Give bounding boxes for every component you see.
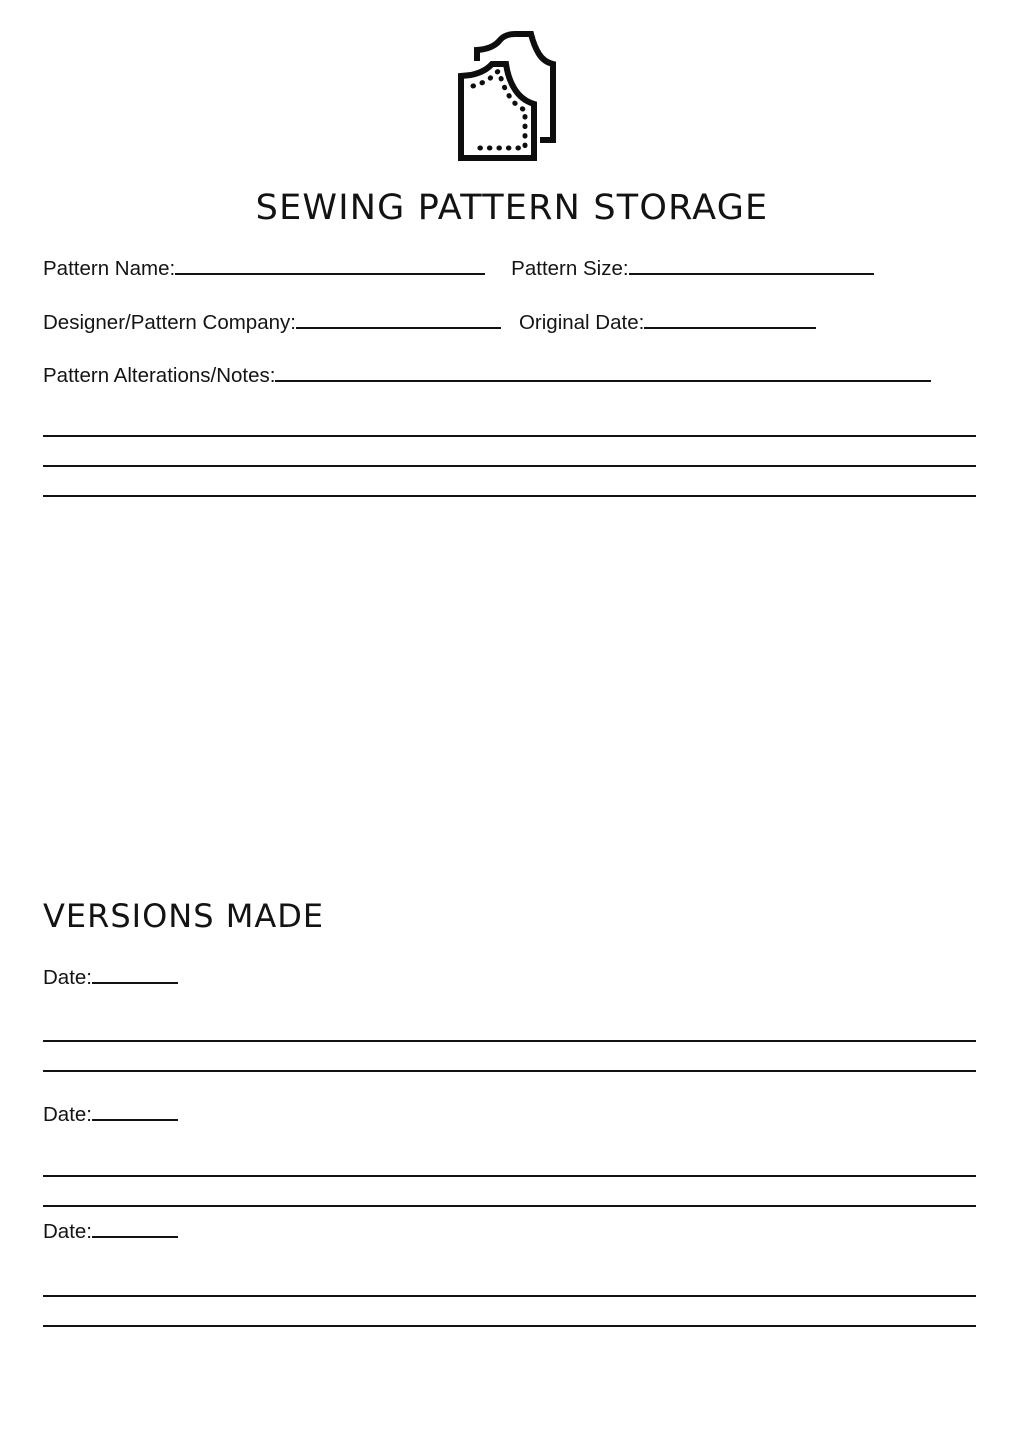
version-date-field[interactable] — [43, 964, 178, 992]
version-date-input[interactable] — [92, 1106, 178, 1121]
field-pattern-name[interactable] — [43, 255, 485, 283]
version-date-field[interactable] — [43, 1218, 178, 1246]
version-date-input[interactable] — [92, 1223, 178, 1238]
field-original-date-label: Original Date: — [518, 311, 645, 334]
field-row-designer-date — [43, 309, 983, 337]
field-designer-company-label: Designer/Pattern Company: — [43, 311, 296, 334]
field-alterations-notes-input[interactable] — [275, 367, 931, 382]
field-alterations-notes-label: Pattern Alterations/Notes: — [43, 364, 276, 387]
version-blank-line[interactable] — [43, 1205, 976, 1207]
version-date-field[interactable] — [43, 1101, 178, 1129]
notes-blank-line[interactable] — [43, 465, 976, 467]
field-pattern-name-input[interactable] — [175, 260, 485, 275]
version-date-input[interactable] — [92, 969, 178, 984]
version-blank-line[interactable] — [43, 1325, 976, 1327]
field-pattern-size-input[interactable] — [629, 260, 874, 275]
version-blank-line[interactable] — [43, 1040, 976, 1042]
version-blank-line[interactable] — [43, 1070, 976, 1072]
field-row-notes — [43, 362, 983, 390]
notes-blank-line[interactable] — [43, 435, 976, 437]
version-date-label: Date: — [43, 1103, 92, 1126]
logo-container — [0, 30, 1024, 170]
field-designer-company-input[interactable] — [296, 314, 501, 329]
version-date-label: Date: — [43, 966, 92, 989]
version-date-label: Date: — [43, 1220, 92, 1243]
field-pattern-size-label: Pattern Size: — [511, 257, 629, 280]
field-designer-company[interactable] — [43, 309, 501, 337]
sewing-pattern-piece-icon — [455, 30, 570, 170]
page-title: SEWING PATTERN STORAGE — [255, 188, 769, 228]
field-row-name-size — [43, 255, 983, 283]
version-blank-line[interactable] — [43, 1175, 976, 1177]
field-pattern-size[interactable] — [511, 255, 873, 283]
field-pattern-name-label: Pattern Name: — [43, 257, 176, 280]
field-original-date[interactable] — [519, 309, 816, 337]
notes-blank-line[interactable] — [43, 495, 976, 497]
field-original-date-input[interactable] — [644, 314, 816, 329]
version-blank-line[interactable] — [43, 1295, 976, 1297]
field-alterations-notes[interactable] — [43, 362, 931, 390]
versions-made-heading: VERSIONS MADE — [43, 897, 325, 935]
